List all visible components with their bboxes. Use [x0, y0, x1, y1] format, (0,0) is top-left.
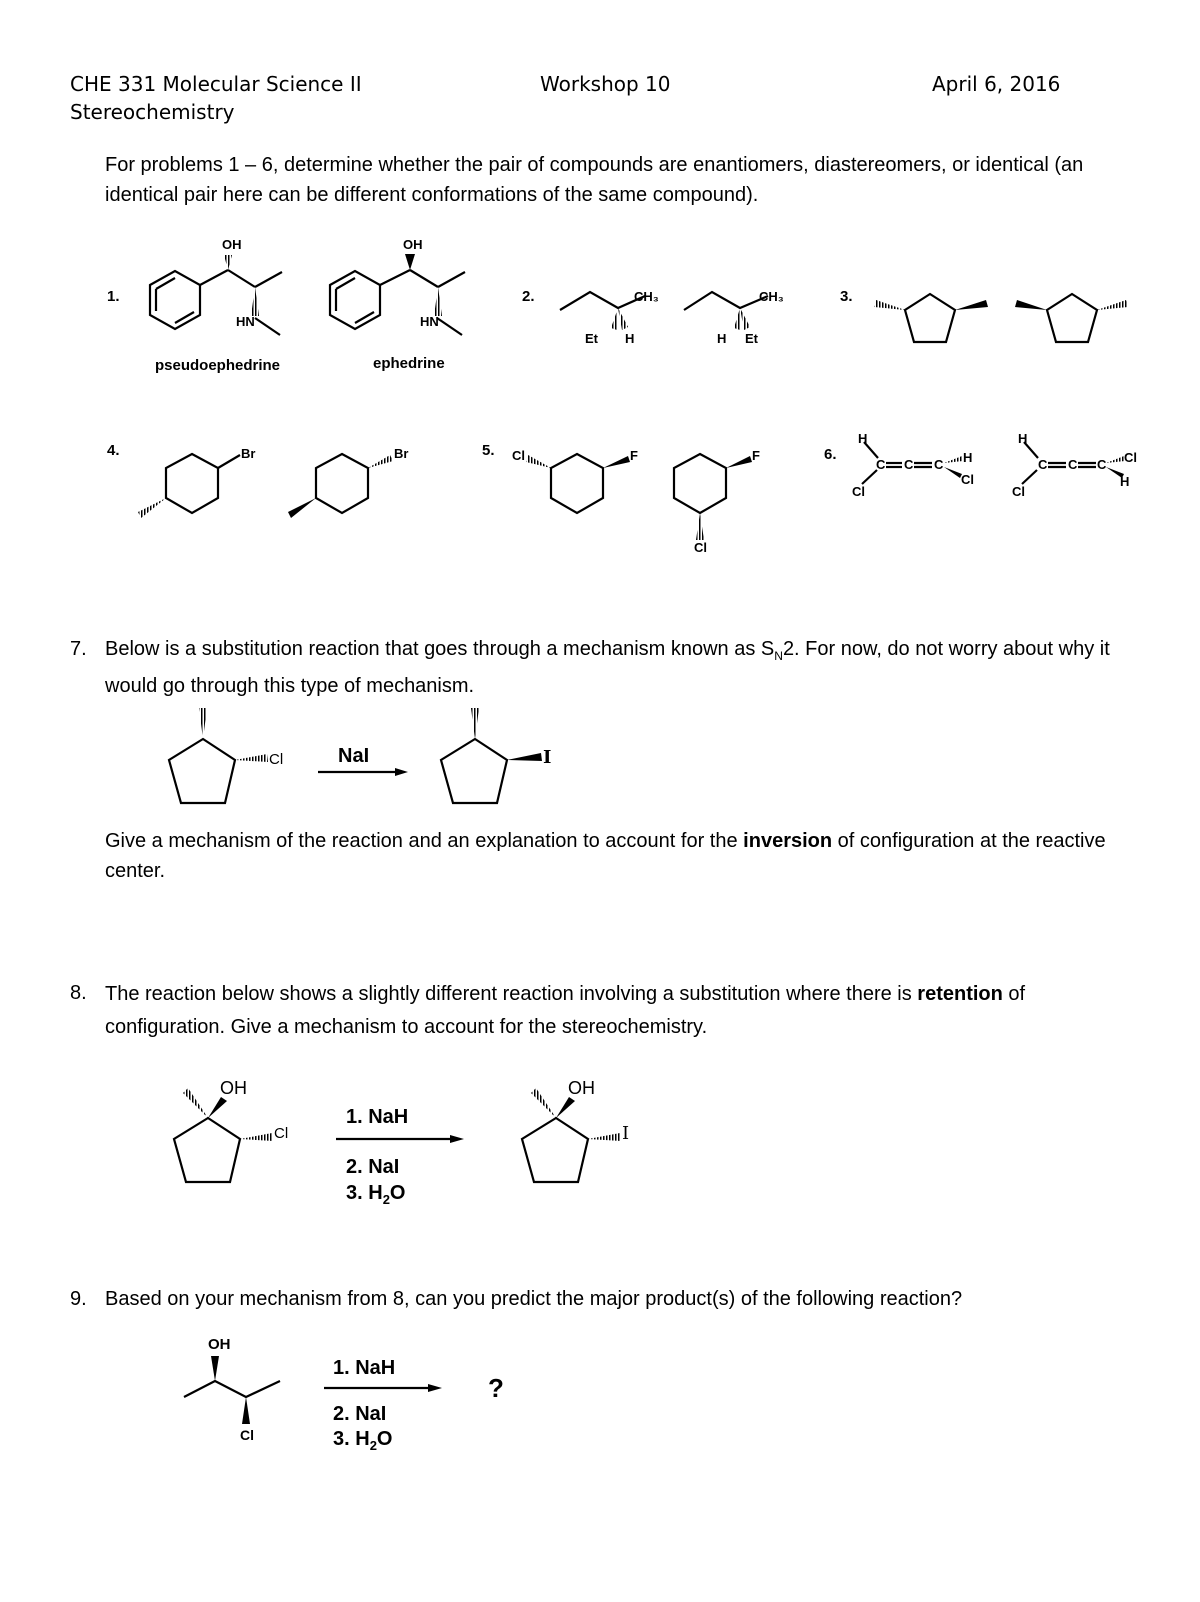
p2-left-h: H	[625, 331, 635, 346]
p6-left-cl-right: Cl	[961, 472, 974, 487]
intro-text: For problems 1 – 6, determine whether the pair of compounds are enantiomers, diastereomers, or identical (an identical pair here can be different conformations of the same compound).	[105, 154, 1084, 206]
q7-reactant-cl: Cl	[269, 751, 284, 768]
q9-reaction-scheme	[170, 1335, 470, 1455]
problem-3-structures	[905, 294, 1097, 342]
q9-unknown-product: ?	[488, 1373, 504, 1403]
problem-4-structures	[166, 454, 368, 513]
q7-text: Below is a substitution reaction that goes through a mechanism known as $S_N2$. For now, do not worry about why it would go through this type of mechanism.	[105, 638, 1110, 697]
p1-left-oh: OH	[222, 237, 242, 252]
course-title: CHE 331 Molecular Science II	[70, 72, 362, 96]
q7-followup-text: Give a mechanism of the reaction and an explanation to account for the inversion of configuration at the reactive center.	[105, 830, 1106, 882]
problems-1-6-structures	[0, 220, 1200, 580]
q8-text: The reaction below shows a slightly different reaction involving a substitution where there is retention of configuration. Give a mechanism to account for the stereochemistry.	[105, 983, 1026, 1038]
problem-2-number: 2.	[522, 288, 535, 305]
p1-right-oh: OH	[403, 237, 423, 252]
problem-5-structures	[551, 454, 726, 513]
p6-left-cl-bottom: Cl	[852, 484, 865, 499]
p6-left-h-right: H	[963, 450, 973, 465]
q8-reactant-cl: Cl	[274, 1125, 289, 1142]
q9-number: 9.	[70, 1288, 87, 1310]
p5-right-f: F	[752, 448, 760, 463]
p2-left-et: Et	[585, 331, 598, 346]
p6-right-cl-bottom: Cl	[1012, 484, 1025, 499]
q9-reagent-2: 2. NaI	[333, 1403, 387, 1425]
workshop-title: Workshop 10	[540, 72, 671, 96]
q8-number: 8.	[70, 982, 87, 1004]
p4-right-br: Br	[394, 446, 409, 461]
q7-reaction-scheme	[150, 700, 590, 815]
p4-left-br: Br	[241, 446, 256, 461]
p6-right-h-right: H	[1120, 474, 1130, 489]
topic-title: Stereochemistry	[70, 100, 235, 124]
q7-reagent-nai: NaI	[338, 745, 370, 767]
problem-6-number: 6.	[824, 446, 837, 463]
p6-right-h-top: H	[1018, 431, 1028, 446]
problem-6-structures	[862, 442, 1096, 484]
q9-reagent-3: 3. $H_2O$	[333, 1428, 393, 1453]
q8-product-oh: OH	[568, 1078, 595, 1098]
p6-right-c3: C	[1097, 457, 1107, 472]
p1-right-hn: HN	[420, 314, 439, 329]
problem-2-structures	[560, 292, 768, 310]
p2-right-h: H	[717, 331, 727, 346]
q8-reagent-3: 3. $H_2O$	[346, 1182, 406, 1207]
p6-right-c1: C	[1038, 457, 1048, 472]
q9-reactant-cl: Cl	[240, 1427, 254, 1443]
ephedrine-label: ephedrine	[373, 355, 445, 372]
q8-reactant-oh: OH	[220, 1078, 247, 1098]
p6-right-c2: C	[1068, 457, 1078, 472]
problem-4-number: 4.	[107, 442, 120, 459]
q8-reagent-2: 2. NaI	[346, 1156, 400, 1178]
p6-left-c3: C	[934, 457, 944, 472]
q8-product-i: I	[622, 1123, 630, 1144]
p2-right-ch3: CH₃	[759, 289, 784, 304]
p6-right-cl-right: Cl	[1124, 450, 1137, 465]
problem-5-number: 5.	[482, 442, 495, 459]
q8-reagent-1: 1. NaH	[346, 1106, 409, 1128]
p2-left-ch3: CH₃	[634, 289, 659, 304]
q7-product-i: I	[543, 747, 552, 768]
p2-right-et: Et	[745, 331, 758, 346]
p6-left-c1: C	[876, 457, 886, 472]
ephedrine-structure	[330, 270, 465, 335]
problem-3-number: 3.	[840, 288, 853, 305]
pseudoephedrine-label: pseudoephedrine	[155, 357, 281, 374]
p6-left-c2: C	[904, 457, 914, 472]
q7-number: 7.	[70, 638, 87, 660]
p5-left-f: F	[630, 448, 638, 463]
p5-left-cl: Cl	[512, 448, 525, 463]
p1-left-hn: HN	[236, 314, 255, 329]
q9-reagent-1: 1. NaH	[333, 1357, 396, 1379]
p5-right-cl: Cl	[694, 540, 707, 555]
problem-1-number: 1.	[107, 288, 120, 305]
pseudoephedrine-structure	[150, 270, 282, 335]
date-label: April 6, 2016	[932, 72, 1061, 96]
q9-text: Based on your mechanism from 8, can you predict the major product(s) of the following reaction?	[105, 1288, 963, 1310]
p6-left-h-top: H	[858, 431, 868, 446]
q9-reactant-oh: OH	[208, 1336, 231, 1353]
